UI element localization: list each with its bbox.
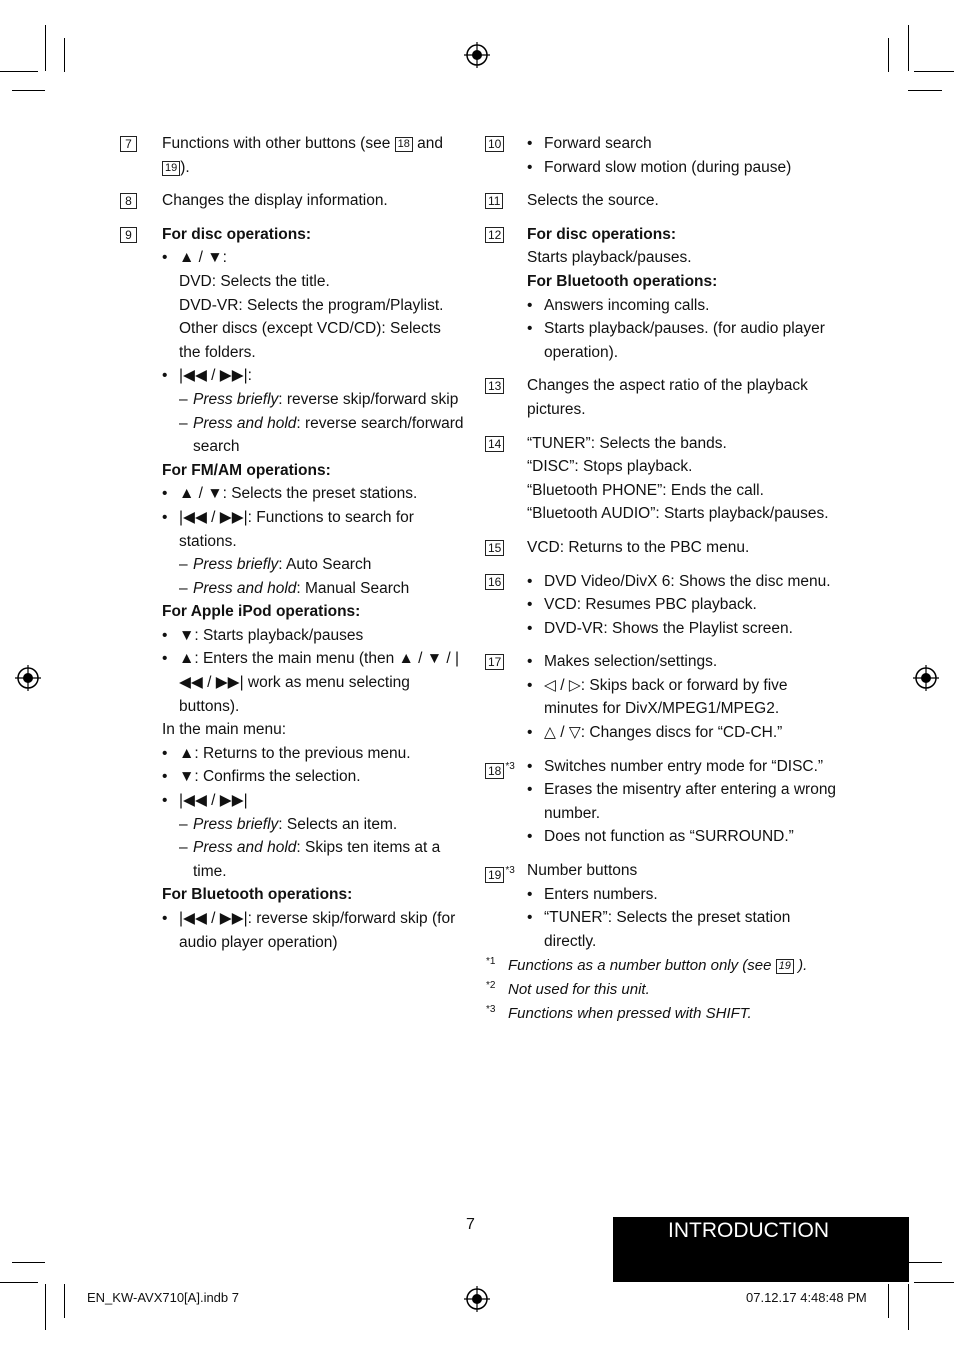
item-body [527, 374, 845, 421]
crop-mark [45, 1284, 46, 1330]
indented-text: Other discs (except VCD/CD): Selects the folders. [179, 320, 441, 361]
dash-item: – Press briefly: reverse skip/forward skip [162, 388, 465, 412]
item-11 [485, 189, 845, 213]
item-body [527, 650, 845, 744]
bullet-item: • ▲ / ▼: Selects the preset stations. [162, 482, 465, 506]
bullet-item: • Does not function as “SURROUND.” [527, 825, 845, 849]
item-12 [485, 223, 845, 365]
item-10 [485, 132, 845, 179]
item-number-box: 8 [120, 193, 137, 209]
bullet-item: • △ / ▽: Changes discs for “CD-CH.” [527, 721, 845, 745]
section-tab-label: INTRODUCTION [668, 1219, 829, 1242]
item-number-box: 15 [485, 540, 504, 556]
item-13 [485, 374, 845, 421]
page-number: 7 [466, 1216, 475, 1233]
item-number [485, 132, 527, 179]
crop-mark [0, 1282, 38, 1283]
crop-mark [888, 1284, 889, 1318]
bullet-item: • |◀◀ / ▶▶|: [162, 364, 465, 388]
paragraph: “TUNER”: Selects the bands. [527, 434, 727, 452]
item-number [485, 432, 527, 526]
subheading: For Bluetooth operations: [527, 272, 718, 290]
item-body [527, 755, 845, 849]
item-body [527, 223, 845, 365]
section-tab [613, 1217, 909, 1282]
bullet-item: • ▲: Returns to the previous menu. [162, 742, 465, 766]
item-number [485, 755, 527, 849]
bullet-item: • ▲: Enters the main menu (then ▲ / ▼ / |◀◀ / ▶▶| work as menu selecting buttons). [162, 647, 465, 718]
paragraph: Changes the aspect ratio of the playback pictures. [527, 377, 808, 418]
item-18 [485, 755, 845, 849]
bullet-item: • ▼: Starts playback/pauses [162, 624, 465, 648]
crop-mark [908, 1284, 909, 1330]
bullet-item: • “TUNER”: Selects the preset station directly. [527, 906, 845, 953]
dash-item: – Press and hold: Manual Search [162, 577, 465, 601]
item-9 [120, 223, 465, 954]
dash-item: – Press briefly: Selects an item. [162, 813, 465, 837]
item-body [527, 432, 845, 526]
bullet-item: • Switches number entry mode for “DISC.” [527, 755, 845, 779]
bullet-item: • Forward slow motion (during pause) [527, 156, 845, 180]
item-body [527, 536, 845, 560]
item-number-box: 13 [485, 378, 504, 394]
footnote [486, 954, 807, 978]
item-8 [120, 189, 465, 213]
item-number [120, 223, 162, 954]
item-number-box: 17 [485, 654, 504, 670]
registration-mark-icon [464, 42, 490, 68]
registration-mark-icon [464, 1286, 490, 1312]
crop-mark [908, 1262, 942, 1263]
footnote-text: Functions when pressed with SHIFT. [508, 1005, 752, 1022]
paragraph: “Bluetooth PHONE”: Ends the call. [527, 481, 764, 499]
bullet-item: • DVD Video/DivX 6: Shows the disc menu. [527, 570, 845, 594]
subheading: For disc operations: [527, 225, 676, 243]
footnote-mark: *2 [486, 980, 496, 991]
item-number-box: 16 [485, 574, 504, 590]
footnotes [486, 954, 807, 1026]
crop-mark [908, 25, 909, 71]
bullet-item: • Answers incoming calls. [527, 294, 845, 318]
paragraph: “DISC”: Stops playback. [527, 458, 693, 476]
footnote-text: Not used for this unit. [508, 981, 650, 998]
item-number [485, 536, 527, 560]
crop-mark [64, 38, 65, 72]
item-number-box: 7 [120, 136, 137, 152]
subheading: For Bluetooth operations: [162, 886, 353, 904]
crop-mark [64, 1284, 65, 1318]
paragraph: VCD: Returns to the PBC menu. [527, 538, 750, 556]
item-number [485, 374, 527, 421]
item-number [485, 189, 527, 213]
left-column [120, 132, 465, 964]
crop-mark [908, 90, 942, 91]
footnote [486, 1002, 807, 1026]
item-17 [485, 650, 845, 744]
bullet-item: • Forward search [527, 132, 845, 156]
item-16 [485, 570, 845, 641]
dash-item: – Press and hold: reverse search/forward search [162, 412, 465, 459]
item-body [527, 570, 845, 641]
crop-mark [45, 25, 46, 71]
item-body [527, 132, 845, 179]
indented-text: DVD-VR: Selects the program/Playlist. [179, 296, 444, 314]
registration-mark-icon [15, 665, 41, 691]
item-number-box: 10 [485, 136, 504, 152]
bullet-item: • ◁ / ▷: Skips back or forward by five minutes for DivX/MPEG1/MPEG2. [527, 674, 845, 721]
dash-item: – Press briefly: Auto Search [162, 553, 465, 577]
item-number-box: 19 [485, 867, 504, 883]
item-number-box: 11 [485, 193, 503, 209]
crop-mark [12, 1262, 45, 1263]
crop-mark [914, 71, 954, 72]
item-number [485, 859, 527, 953]
file-info: EN_KW-AVX710[A].indb 7 [87, 1290, 239, 1305]
item-number [120, 189, 162, 213]
item-body [527, 189, 845, 213]
crop-mark [888, 38, 889, 72]
bullet-item: • DVD-VR: Shows the Playlist screen. [527, 617, 845, 641]
item-number [485, 650, 527, 744]
paragraph: Starts playback/pauses. [527, 249, 692, 267]
paragraph: “Bluetooth AUDIO”: Starts playback/pauses. [527, 505, 829, 523]
crop-mark [914, 1282, 954, 1283]
item-14 [485, 432, 845, 526]
paragraph: Number buttons [527, 862, 638, 880]
dash-item: – Press and hold: Skips ten items at a time. [162, 836, 465, 883]
item-body [162, 132, 465, 179]
footnote [486, 978, 807, 1002]
subheading: For FM/AM operations: [162, 461, 331, 479]
footnote-mark: *1 [486, 956, 496, 967]
paragraph: Changes the display information. [162, 192, 388, 210]
item-7 [120, 132, 465, 179]
item-number-box: 18 [485, 763, 504, 779]
footnote-text: Functions as a number button only (see 19 ). [508, 957, 808, 974]
item-body [162, 189, 465, 213]
bullet-item: • VCD: Resumes PBC playback. [527, 593, 845, 617]
subheading: For disc operations: [162, 225, 311, 243]
bullet-item: • Makes selection/settings. [527, 650, 845, 674]
paragraph: Functions with other buttons (see 18 and 19 ). [162, 135, 444, 176]
bullet-item: • |◀◀ / ▶▶|: reverse skip/forward skip (for audio player operation) [162, 907, 465, 954]
bullet-item: • Starts playback/pauses. (for audio player operation). [527, 317, 845, 364]
bullet-item: • |◀◀ / ▶▶| [162, 789, 465, 813]
crop-mark [12, 90, 45, 91]
item-note-mark: *3 [505, 760, 515, 772]
item-number-box: 14 [485, 436, 504, 452]
bullet-item: • Enters numbers. [527, 883, 845, 907]
bullet-item: • ▼: Confirms the selection. [162, 765, 465, 789]
footnote-mark: *3 [486, 1004, 496, 1015]
subheading: For Apple iPod operations: [162, 603, 361, 621]
bullet-item: • |◀◀ / ▶▶|: Functions to search for stations. [162, 506, 465, 553]
item-number [485, 223, 527, 365]
item-number-box: 9 [120, 227, 137, 243]
item-number [120, 132, 162, 179]
item-number-box: 12 [485, 227, 504, 243]
registration-mark-icon [913, 665, 939, 691]
item-15 [485, 536, 845, 560]
bullet-item: • ▲ / ▼: [162, 246, 465, 270]
date-info: 07.12.17 4:48:48 PM [746, 1290, 867, 1305]
item-body [527, 859, 845, 953]
right-column [485, 132, 845, 963]
indented-text: DVD: Selects the title. [179, 272, 330, 290]
item-body [162, 223, 465, 954]
paragraph: Selects the source. [527, 192, 659, 210]
item-19 [485, 859, 845, 953]
bullet-item: • Erases the misentry after entering a wrong number. [527, 778, 845, 825]
crop-mark [0, 71, 38, 72]
paragraph: In the main menu: [162, 721, 287, 739]
item-note-mark: *3 [505, 865, 515, 877]
item-number [485, 570, 527, 641]
